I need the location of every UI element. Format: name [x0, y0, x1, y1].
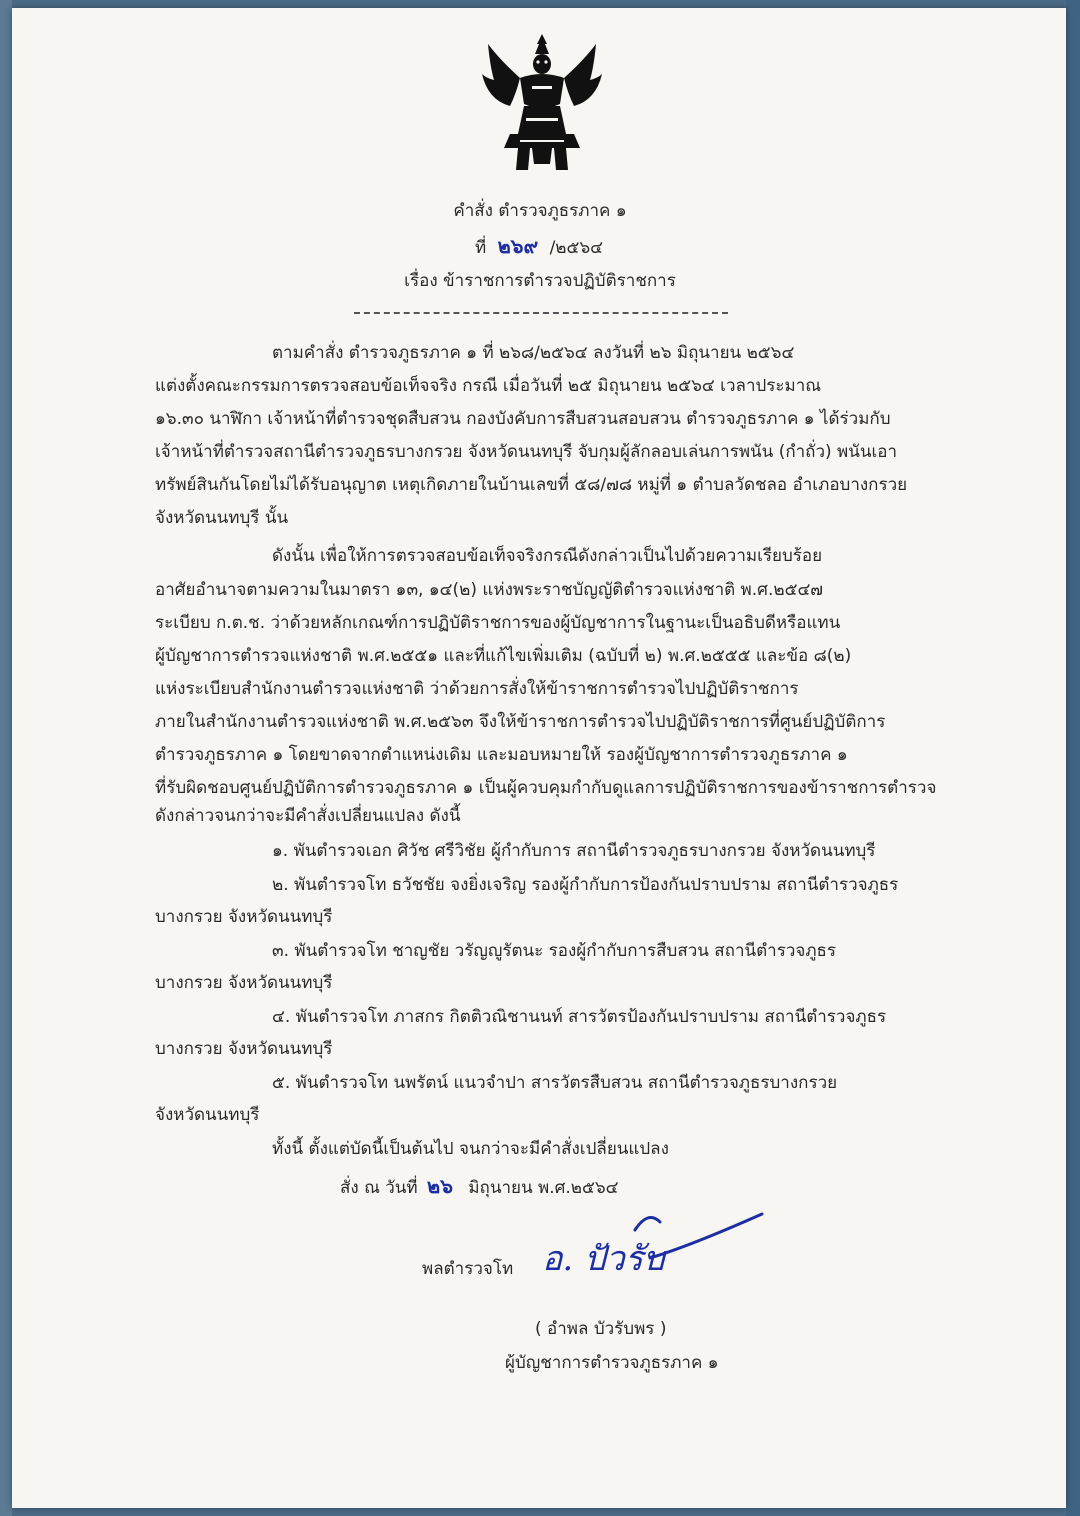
para1-line-4: เจ้าหน้าที่ตำรวจสถานีตำรวจภูธรบางกรวย จังหวัดนนทบุรี จับกุมผู้ลักลอบเล่นการพนัน (กำถั่ว) พนันเอา: [155, 442, 898, 462]
para1-line-2: แต่งตั้งคณะกรรมการตรวจสอบข้อเท็จจริง กรณี เมื่อวันที่ ๒๕ มิถุนายน ๒๕๖๔ เวลาประมาณ: [155, 376, 822, 396]
order-number-prefix: ที่: [475, 238, 487, 258]
para2-line-5: แห่งระเบียบสำนักงานตำรวจแห่งชาติ ว่าด้วยการสั่งให้ข้าราชการตำรวจไปปฏิบัติราชการ: [155, 679, 799, 699]
list-item-2: ๒. พันตำรวจโท ธวัชชัย จงยิ่งเจริญ รองผู้กำกับการป้องกันปราบปราม สถานีตำรวจภูธร: [272, 875, 899, 895]
signer-rank: พลตำรวจโท: [422, 1259, 514, 1279]
para2-line-9: ดังกล่าวจนกว่าจะมีคำสั่งเปลี่ยนแปลง ดังนี้: [155, 806, 461, 826]
order-number-suffix: /๒๕๖๔: [549, 238, 604, 258]
order-number: [475, 235, 603, 259]
list-item-2-cont: บางกรวย จังหวัดนนทบุรี: [155, 907, 333, 927]
given-date-day: ๒๖: [427, 1174, 453, 1198]
list-item-4-cont: บางกรวย จังหวัดนนทบุรี: [155, 1039, 333, 1059]
list-item-3-cont: บางกรวย จังหวัดนนทบุรี: [155, 973, 333, 993]
list-item-4: ๔. พันตำรวจโท ภาสกร กิตติวณิชานนท์ สารวัตรป้องกันปราบปราม สถานีตำรวจภูธร: [272, 1007, 887, 1027]
list-item-5-cont: จังหวัดนนทบุรี: [155, 1105, 260, 1125]
para2-line-2: อาศัยอำนาจตามความในมาตรา ๑๓, ๑๔(๒) แห่งพระราชบัญญัติตำรวจแห่งชาติ พ.ศ.๒๕๔๗: [155, 580, 824, 600]
para2-line-4: ผู้บัญชาการตำรวจแห่งชาติ พ.ศ.๒๕๕๑ และที่แก้ไขเพิ่มเติม (ฉบับที่ ๒) พ.ศ.๒๕๕๕ และข้อ ๘(๒): [155, 646, 852, 666]
garuda-emblem-icon: [480, 30, 605, 180]
list-item-5: ๕. พันตำรวจโท นพรัตน์ แนวจำปา สารวัตรสืบสวน สถานีตำรวจภูธรบางกรวย: [272, 1073, 838, 1093]
para1-line-5: ทรัพย์สินกันโดยไม่ได้รับอนุญาต เหตุเกิดภายในบ้านเลขที่ ๕๘/๗๘ หมู่ที่ ๑ ตำบลวัดชลอ อำเภอบางกรวย: [155, 475, 908, 495]
para1-line-3: ๑๖.๓๐ นาฬิกา เจ้าหน้าที่ตำรวจชุดสืบสวน กองบังคับการสืบสวนสอบสวน ตำรวจภูธรภาค ๑ ได้ร่วมกับ: [155, 409, 891, 429]
para1-line-6: จังหวัดนนทบุรี นั้น: [155, 508, 289, 528]
list-item-1: ๑. พันตำรวจเอก ศิวัช ศรีวิชัย ผู้กำกับการ สถานีตำรวจภูธรบางกรวย จังหวัดนนทบุรี: [272, 841, 876, 861]
svg-text:อ. ปัวรับ: อ. ปัวรับ: [542, 1239, 665, 1279]
header-divider: [354, 312, 728, 314]
background-left-edge: [0, 0, 12, 1516]
para1-line-1: ตามคำสั่ง ตำรวจภูธรภาค ๑ ที่ ๒๖๘/๒๕๖๔ ลงวันที่ ๒๖ มิถุนายน ๒๕๖๔: [272, 343, 795, 363]
para2-line-7: ตำรวจภูธรภาค ๑ โดยขาดจากตำแหน่งเดิม และมอบหมายให้ รองผู้บัญชาการตำรวจภูธรภาค ๑: [155, 745, 848, 765]
given-date-prefix: สั่ง ณ วันที่: [340, 1178, 418, 1198]
para2-line-6: ภายในสำนักงานตำรวจแห่งชาติ พ.ศ.๒๕๖๓ จึงให้ข้าราชการตำรวจไปปฏิบัติราชการที่ศูนย์ปฏิบัติการ: [155, 712, 886, 732]
background-right-edge: [1066, 0, 1080, 1516]
handwritten-signature: [540, 1200, 770, 1300]
para2-line-8: ที่รับผิดชอบศูนย์ปฏิบัติการตำรวจภูธรภาค ๑ เป็นผู้ควบคุมกำกับดูแลการปฏิบัติราชการของข้าราชการตำรวจ: [155, 778, 937, 798]
signer-position: ผู้บัญชาการตำรวจภูธรภาค ๑: [505, 1353, 719, 1373]
order-title: คำสั่ง ตำรวจภูธรภาค ๑: [453, 201, 627, 221]
order-number-value: ๒๖๙: [497, 234, 539, 258]
order-subject: เรื่อง ข้าราชการตำรวจปฏิบัติราชการ: [404, 271, 676, 291]
effective-statement: ทั้งนี้ ตั้งแต่บัดนี้เป็นต้นไป จนกว่าจะมีคำสั่งเปลี่ยนแปลง: [272, 1139, 669, 1159]
list-item-3: ๓. พันตำรวจโท ชาญชัย วรัญญูรัตนะ รองผู้กำกับการสืบสวน สถานีตำรวจภูธร: [272, 941, 837, 961]
signer-name: ( อำพล บัวรับพร ): [535, 1319, 667, 1339]
given-date-suffix: มิถุนายน พ.ศ.๒๕๖๔: [468, 1178, 619, 1198]
para2-line-1: ดังนั้น เพื่อให้การตรวจสอบข้อเท็จจริงกรณีดังกล่าวเป็นไปด้วยความเรียบร้อย: [272, 546, 823, 566]
given-date: [340, 1175, 619, 1199]
para2-line-3: ระเบียบ ก.ต.ช. ว่าด้วยหลักเกณฑ์การปฏิบัติราชการของผู้บัญชาการในฐานะเป็นอธิบดีหรือแทน: [155, 613, 841, 633]
